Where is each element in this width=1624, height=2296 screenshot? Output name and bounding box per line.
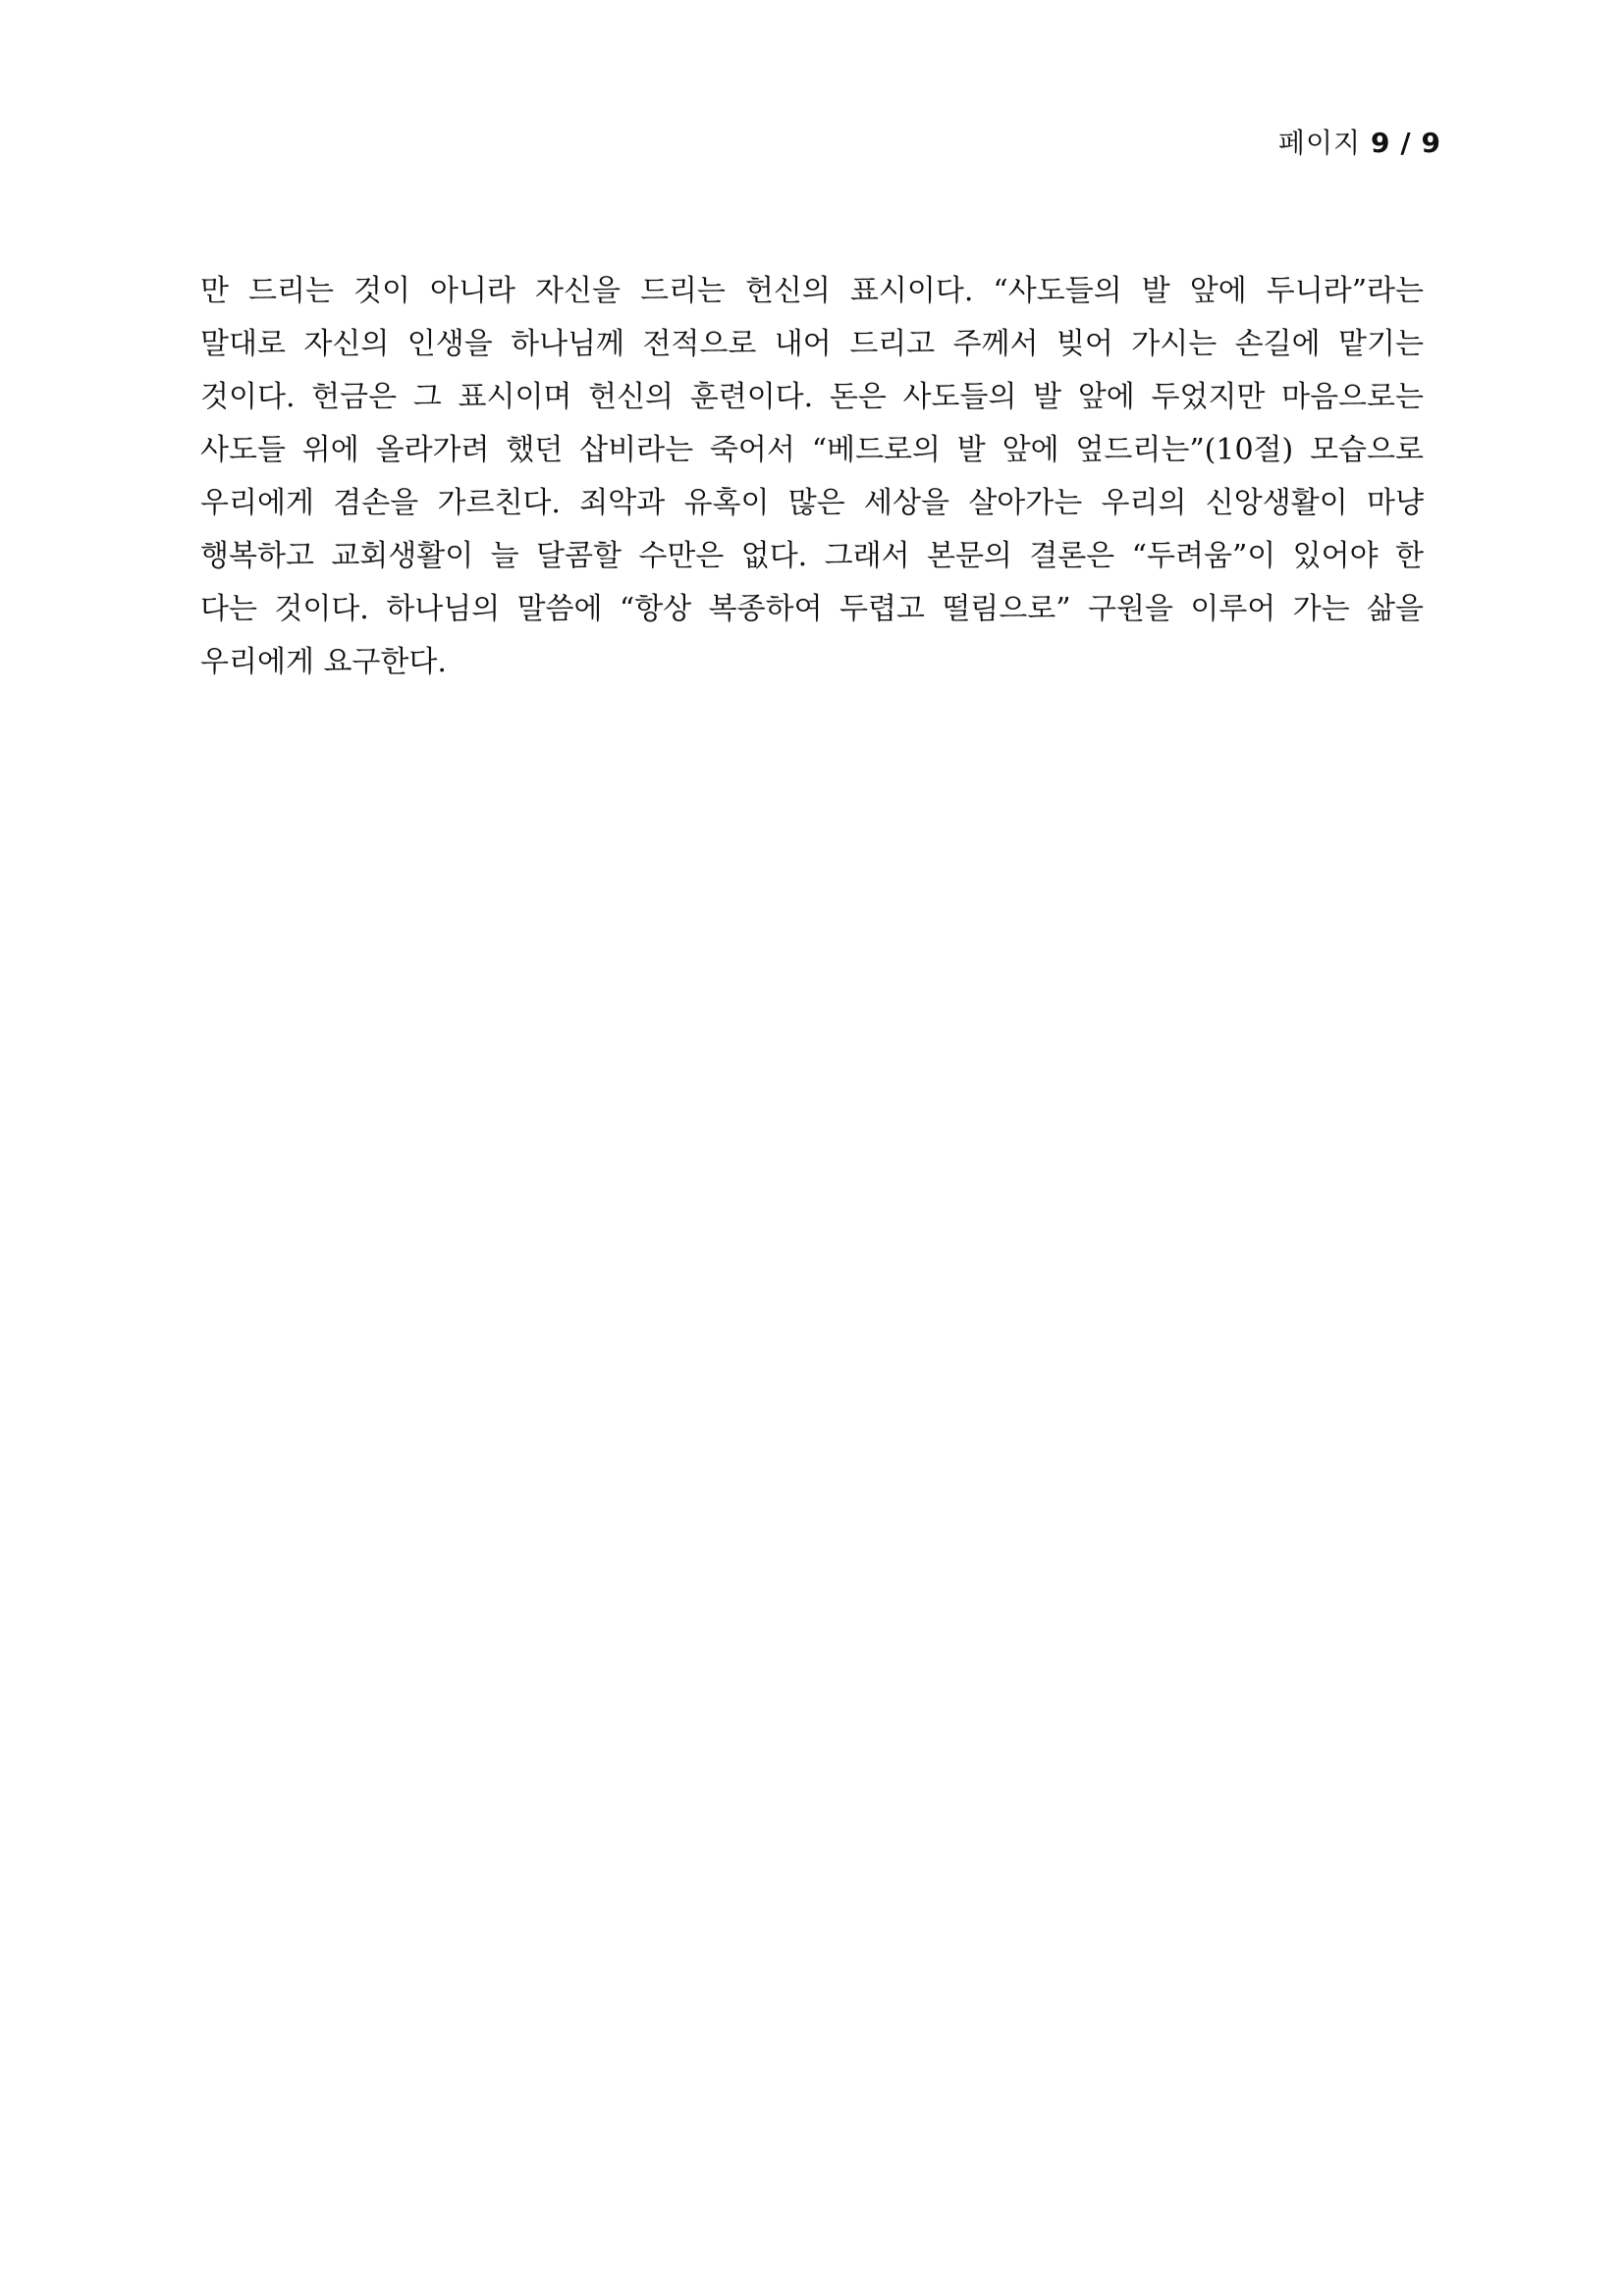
- body-paragraph: [200, 265, 1424, 689]
- page-label: 페이지: [1277, 127, 1362, 159]
- page-separator: /: [1400, 127, 1412, 159]
- current-page: 9: [1370, 127, 1391, 159]
- text-line: 우리에게 요구한다.: [200, 645, 447, 679]
- total-pages: 9: [1421, 127, 1441, 159]
- text-line: 사도들 위에 올라가려 했던 삽비라는 죽어서 “베드로의 발 앞에 엎드리는”(10절) 모습으로: [200, 433, 1424, 467]
- text-line: 다는 것이다. 하나님의 말씀에 “항상 복종하여 두렵고 떨림으로” 구원을 이루어 가는 삶을: [200, 592, 1424, 626]
- text-line: 행복하고 교회생활이 늘 달콤할 수만은 없다. 그래서 본문의 결론은 “두려움”이 있어야 한: [200, 539, 1424, 573]
- page-number: [1278, 122, 1441, 161]
- text-line: 것이다. 헌금은 그 표시이며 헌신의 훈련이다. 돈은 사도들의 발 앞에 두었지만 마음으로는: [200, 380, 1424, 414]
- text-line: 만 드리는 것이 아니라 자신을 드리는 헌신의 표시이다. “사도들의 발 앞에 두니라”라는: [200, 274, 1424, 308]
- text-line: 말대로 자신의 인생을 하나님께 전적으로 내어 드리고 주께서 빚어 가시는 손길에 맡기는: [200, 327, 1424, 361]
- text-line: 우리에게 겸손을 가르친다. 죄악과 유혹이 많은 세상을 살아가는 우리의 신앙생활이 마냥: [200, 486, 1424, 520]
